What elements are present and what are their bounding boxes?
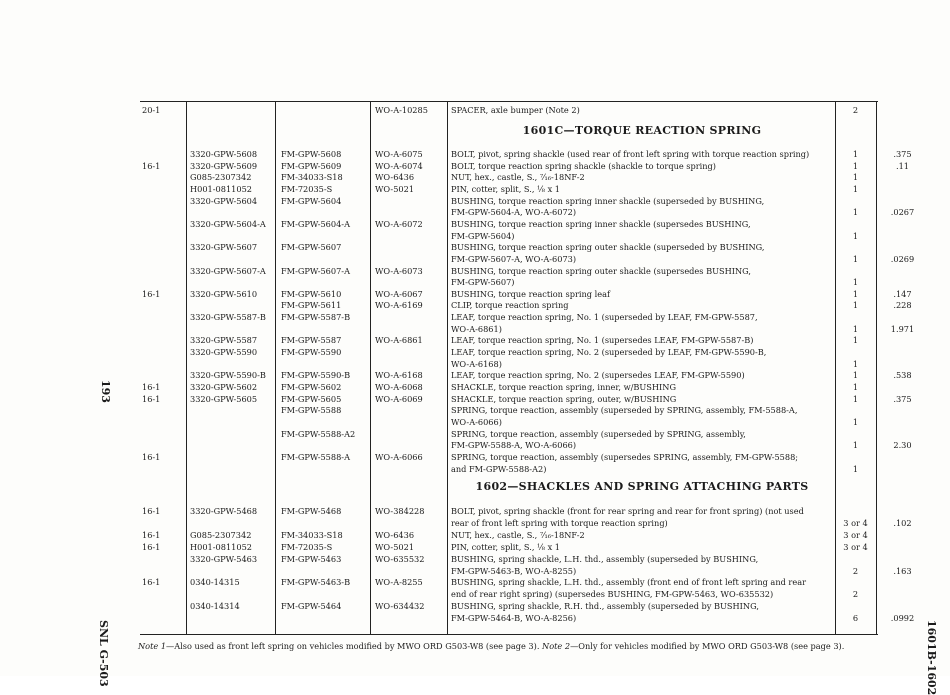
- description-cell: BUSHING, spring shackle, R.H. thd., assembly (superseded by BUSHING,: [451, 601, 759, 612]
- willys-part-number-cell: WO-A-8255: [375, 577, 423, 588]
- federal-stock-number-cell: 3320-GPW-5590-B: [190, 370, 266, 381]
- description-cell: FM-GPW-5588-A, WO-A-6066): [451, 440, 577, 451]
- description-cell: NUT, hex., castle, S., ⁷⁄₁₆-18NF-2: [451, 172, 585, 183]
- weight-cell: 2.30: [893, 440, 912, 451]
- ford-part-number-cell: FM-GPW-5468: [281, 506, 342, 516]
- weight-cell: .147: [893, 288, 912, 299]
- quantity-cell: 1: [852, 172, 859, 183]
- quantity-cell: 1: [852, 382, 859, 392]
- description-cell: FM-GPW-5607): [451, 277, 515, 288]
- note2-text: —Only for vehicles modified by MWO ORD G503-W8 (see page 3).: [570, 641, 845, 651]
- table-row: [0, 541, 950, 553]
- figure-ref-cell: 16-1: [142, 160, 161, 171]
- federal-stock-number-cell: 3320-GPW-5607: [190, 242, 258, 253]
- table-row: [0, 183, 950, 195]
- table-row: [0, 288, 950, 300]
- ford-part-number-cell: FM-GPW-5608: [281, 149, 342, 159]
- description-cell: FM-GPW-5464-B, WO-A-8256): [451, 613, 577, 624]
- description-cell: CLIP, torque reaction spring: [451, 300, 569, 311]
- quantity-cell: 1: [852, 300, 859, 311]
- willys-part-number-cell: WO-A-6168: [375, 370, 423, 381]
- willys-part-number-cell: WO-A-6067: [375, 288, 423, 299]
- federal-stock-number-cell: 3320-GPW-5587: [190, 335, 258, 346]
- footnotes: [138, 640, 918, 652]
- quantity-cell: 1: [852, 440, 859, 451]
- description-cell: SPRING, torque reaction, assembly (supersedes SPRING, assembly, FM-GPW-5588;: [451, 451, 799, 462]
- willys-part-number-cell: WO-634432: [375, 601, 425, 612]
- ford-part-number-cell: FM-GPW-5590-B: [281, 370, 351, 381]
- ford-part-number-cell: FM-GPW-5590: [281, 347, 342, 358]
- figure-ref-cell: 16-1: [142, 393, 161, 404]
- description-cell: LEAF, torque reaction spring, No. 2 (supersedes LEAF, FM-GPW-5590): [451, 370, 745, 381]
- description-cell: FM-GPW-5604): [451, 230, 515, 241]
- weight-cell: .0992: [890, 613, 915, 624]
- weight-cell: .0267: [890, 207, 915, 218]
- quantity-cell: 1: [852, 183, 859, 194]
- table-row: [0, 369, 950, 381]
- quantity-cell: 2: [852, 565, 859, 576]
- table-row: [0, 393, 950, 405]
- description-cell: WO-A-6066): [451, 416, 502, 427]
- description-cell: WO-A-6861): [451, 323, 502, 334]
- willys-part-number-cell: WO-5021: [375, 541, 415, 552]
- description-cell: end of rear right spring) (supersedes BUSHING, FM-GPW-5463, WO-635532): [451, 589, 774, 600]
- description-cell: BUSHING, spring shackle, L.H. thd., assembly (front end of front left spring and rear: [451, 577, 806, 588]
- federal-stock-number-cell: 3320-GPW-5604-A: [190, 218, 266, 229]
- federal-stock-number-cell: 3320-GPW-5608: [190, 149, 258, 159]
- quantity-cell: 1: [852, 416, 859, 427]
- description-cell: SHACKLE, torque reaction spring, inner, w/BUSHING: [451, 382, 676, 392]
- federal-stock-number-cell: H001-0811052: [190, 541, 252, 552]
- figure-ref-cell: 16-1: [142, 529, 161, 540]
- ford-part-number-cell: FM-GPW-5604-A: [281, 218, 350, 229]
- willys-part-number-cell: WO-5021: [375, 183, 415, 194]
- table-row: [0, 439, 950, 451]
- page-number: 193: [99, 380, 112, 403]
- ford-part-number-cell: FM-GPW-5611: [281, 300, 342, 311]
- figure-ref-cell: 16-1: [142, 288, 161, 299]
- ford-part-number-cell: FM-GPW-5609: [281, 160, 342, 171]
- willys-part-number-cell: WO-A-6074: [375, 160, 423, 171]
- quantity-cell: 1: [852, 393, 859, 404]
- ford-part-number-cell: FM-34033-S18: [281, 172, 343, 183]
- ford-part-number-cell: FM-GPW-5604: [281, 195, 342, 206]
- federal-stock-number-cell: 3320-GPW-5604: [190, 195, 258, 206]
- table-row: [0, 463, 950, 475]
- note1-text: —Also used as front left spring on vehicles modified by MWO ORD G503-W8 (see page 3).: [166, 641, 540, 651]
- table-row: [0, 104, 950, 116]
- description-cell: rear of front left spring with torque reaction spring): [451, 517, 668, 528]
- table-row: [0, 428, 950, 440]
- quantity-cell: 3 or 4: [843, 517, 868, 528]
- description-cell: BOLT, pivot, spring shackle (front for rear spring and rear for front spring) (not used: [451, 506, 804, 516]
- willys-part-number-cell: WO-6436: [375, 172, 415, 183]
- weight-cell: .0269: [890, 253, 915, 264]
- section-heading-1602: 1602—SHACKLES AND SPRING ATTACHING PARTS: [475, 480, 809, 493]
- table-row: [0, 299, 950, 311]
- description-cell: BUSHING, torque reaction spring outer shackle (superseded by BUSHING,: [451, 242, 765, 253]
- quantity-cell: 2: [852, 105, 859, 115]
- table-top-rule: [140, 101, 878, 102]
- description-cell: BUSHING, torque reaction spring inner shackle (superseded by BUSHING,: [451, 195, 765, 206]
- weight-cell: .102: [893, 517, 912, 528]
- federal-stock-number-cell: 3320-GPW-5602: [190, 382, 258, 392]
- quantity-cell: 3 or 4: [843, 529, 868, 540]
- willys-part-number-cell: WO-A-6066: [375, 451, 423, 462]
- table-row: [0, 311, 950, 323]
- description-cell: BUSHING, spring shackle, L.H. thd., assembly (superseded by BUSHING,: [451, 553, 759, 564]
- description-cell: PIN, cotter, split, S., ⅛ x 1: [451, 183, 561, 194]
- description-cell: WO-A-6168): [451, 358, 502, 369]
- federal-stock-number-cell: 3320-GPW-5587-B: [190, 312, 266, 323]
- table-row: [0, 160, 950, 172]
- willys-part-number-cell: WO-635532: [375, 553, 425, 564]
- ford-part-number-cell: FM-GPW-5587: [281, 335, 342, 346]
- weight-cell: .11: [895, 160, 910, 171]
- table-row: [0, 588, 950, 600]
- table-row: [0, 529, 950, 541]
- figure-ref-cell: 16-1: [142, 541, 161, 552]
- federal-stock-number-cell: 3320-GPW-5607-A: [190, 265, 266, 276]
- table-row: [0, 346, 950, 358]
- quantity-cell: 1: [852, 323, 859, 334]
- table-row: [0, 381, 950, 393]
- willys-part-number-cell: WO-A-6072: [375, 218, 423, 229]
- quantity-cell: 1: [852, 370, 859, 381]
- federal-stock-number-cell: H001-0811052: [190, 183, 252, 194]
- section-range-label: 1601B-1602: [925, 620, 938, 695]
- description-cell: BOLT, pivot, spring shackle (used rear of front left spring with torque reaction spring): [451, 149, 810, 159]
- quantity-cell: 1: [852, 277, 859, 288]
- quantity-cell: 2: [852, 589, 859, 600]
- federal-stock-number-cell: 3320-GPW-5468: [190, 506, 258, 516]
- description-cell: SHACKLE, torque reaction spring, outer, w/BUSHING: [451, 393, 677, 404]
- table-row: [0, 148, 950, 160]
- table-row: [0, 358, 950, 370]
- table-row: [0, 600, 950, 612]
- table-row: [0, 334, 950, 346]
- figure-ref-cell: 16-1: [142, 577, 161, 588]
- table-row: [0, 218, 950, 230]
- ford-part-number-cell: FM-GPW-5588-A: [281, 451, 350, 462]
- figure-ref-cell: 20-1: [142, 105, 161, 115]
- description-cell: BUSHING, torque reaction spring leaf: [451, 288, 611, 299]
- quantity-cell: 1: [852, 463, 859, 474]
- table-row: [0, 553, 950, 565]
- federal-stock-number-cell: G085-2307342: [190, 529, 252, 540]
- quantity-cell: 1: [852, 335, 859, 346]
- weight-cell: .375: [893, 393, 912, 404]
- quantity-cell: 1: [852, 288, 859, 299]
- quantity-cell: 6: [852, 613, 859, 624]
- figure-ref-cell: 16-1: [142, 451, 161, 462]
- ford-part-number-cell: FM-34033-S18: [281, 529, 343, 540]
- willys-part-number-cell: WO-A-6861: [375, 335, 423, 346]
- ford-part-number-cell: FM-GPW-5588: [281, 405, 342, 416]
- description-cell: BUSHING, torque reaction spring inner shackle (supersedes BUSHING,: [451, 218, 751, 229]
- table-row: [0, 576, 950, 588]
- ford-part-number-cell: FM-GPW-5607-A: [281, 265, 350, 276]
- description-cell: BOLT, torque reaction spring shackle (shackle to torque spring): [451, 160, 716, 171]
- willys-part-number-cell: WO-A-6068: [375, 382, 423, 392]
- table-row: [0, 171, 950, 183]
- ford-part-number-cell: FM-GPW-5587-B: [281, 312, 351, 323]
- federal-stock-number-cell: 3320-GPW-5605: [190, 393, 258, 404]
- willys-part-number-cell: WO-A-10285: [375, 105, 428, 115]
- ford-part-number-cell: FM-GPW-5464: [281, 601, 342, 612]
- ford-part-number-cell: FM-GPW-5463: [281, 553, 342, 564]
- table-row: [0, 323, 950, 335]
- ford-part-number-cell: FM-GPW-5588-A2: [281, 428, 356, 439]
- quantity-cell: 3 or 4: [843, 541, 868, 552]
- description-cell: LEAF, torque reaction spring, No. 2 (superseded by LEAF, FM-GPW-5590-B,: [451, 347, 767, 358]
- table-bottom-rule: [140, 634, 878, 635]
- federal-stock-number-cell: 0340-14314: [190, 601, 240, 612]
- description-cell: SPACER, axle bumper (Note 2): [451, 105, 580, 115]
- description-cell: FM-GPW-5604-A, WO-A-6072): [451, 207, 577, 218]
- weight-cell: 1.971: [890, 323, 915, 334]
- note2-label: Note 2: [542, 641, 571, 651]
- ford-part-number-cell: FM-GPW-5607: [281, 242, 342, 253]
- weight-cell: .375: [893, 149, 912, 159]
- table-row: [0, 230, 950, 242]
- table-row: [0, 517, 950, 529]
- figure-ref-cell: 16-1: [142, 382, 161, 392]
- table-row: [0, 505, 950, 517]
- snl-label: SNL G-503: [97, 620, 110, 687]
- table-row: [0, 565, 950, 577]
- description-cell: BUSHING, torque reaction spring outer shackle (supersedes BUSHING,: [451, 265, 751, 276]
- willys-part-number-cell: WO-6436: [375, 529, 415, 540]
- description-cell: LEAF, torque reaction spring, No. 1 (superseded by LEAF, FM-GPW-5587,: [451, 312, 758, 323]
- quantity-cell: 1: [852, 207, 859, 218]
- quantity-cell: 1: [852, 253, 859, 264]
- willys-part-number-cell: WO-A-6073: [375, 265, 423, 276]
- table-row: [0, 206, 950, 218]
- willys-part-number-cell: WO-A-6069: [375, 393, 423, 404]
- willys-part-number-cell: WO-A-6075: [375, 149, 423, 159]
- note1-label: Note 1: [138, 641, 167, 651]
- description-cell: and FM-GPW-5588-A2): [451, 463, 547, 474]
- federal-stock-number-cell: 0340-14315: [190, 577, 240, 588]
- ford-part-number-cell: FM-GPW-5463-B: [281, 577, 351, 588]
- ford-part-number-cell: FM-GPW-5605: [281, 393, 342, 404]
- description-cell: PIN, cotter, split, S., ⅛ x 1: [451, 541, 561, 552]
- weight-cell: .163: [893, 565, 912, 576]
- federal-stock-number-cell: G085-2307342: [190, 172, 252, 183]
- federal-stock-number-cell: 3320-GPW-5590: [190, 347, 258, 358]
- description-cell: FM-GPW-5463-B, WO-A-8255): [451, 565, 577, 576]
- quantity-cell: 1: [852, 358, 859, 369]
- weight-cell: .228: [893, 300, 912, 311]
- description-cell: SPRING, torque reaction, assembly (superseded by SPRING, assembly, FM-5588-A,: [451, 405, 798, 416]
- table-row: [0, 253, 950, 265]
- description-cell: FM-GPW-5607-A, WO-A-6073): [451, 253, 577, 264]
- ford-part-number-cell: FM-72035-S: [281, 183, 333, 194]
- federal-stock-number-cell: 3320-GPW-5610: [190, 288, 258, 299]
- description-cell: LEAF, torque reaction spring, No. 1 (supersedes LEAF, FM-GPW-5587-B): [451, 335, 754, 346]
- description-cell: SPRING, torque reaction, assembly (superseded by SPRING, assembly,: [451, 428, 746, 439]
- table-row: [0, 451, 950, 463]
- table-row: [0, 265, 950, 277]
- quantity-cell: 1: [852, 160, 859, 171]
- willys-part-number-cell: WO-384228: [375, 506, 425, 516]
- quantity-cell: 1: [852, 149, 859, 159]
- table-row: [0, 276, 950, 288]
- table-row: [0, 241, 950, 253]
- willys-part-number-cell: WO-A-6169: [375, 300, 423, 311]
- section-heading-1601c: 1601C—TORQUE REACTION SPRING: [522, 124, 762, 137]
- table-row: [0, 416, 950, 428]
- table-row: [0, 195, 950, 207]
- weight-cell: .538: [893, 370, 912, 381]
- federal-stock-number-cell: 3320-GPW-5463: [190, 553, 258, 564]
- federal-stock-number-cell: 3320-GPW-5609: [190, 160, 258, 171]
- quantity-cell: 1: [852, 230, 859, 241]
- figure-ref-cell: 16-1: [142, 506, 161, 516]
- table-row: [0, 612, 950, 624]
- ford-part-number-cell: FM-GPW-5610: [281, 288, 342, 299]
- table-row: [0, 404, 950, 416]
- description-cell: NUT, hex., castle, S., ⁷⁄₁₆-18NF-2: [451, 529, 585, 540]
- ford-part-number-cell: FM-GPW-5602: [281, 382, 342, 392]
- ford-part-number-cell: FM-72035-S: [281, 541, 333, 552]
